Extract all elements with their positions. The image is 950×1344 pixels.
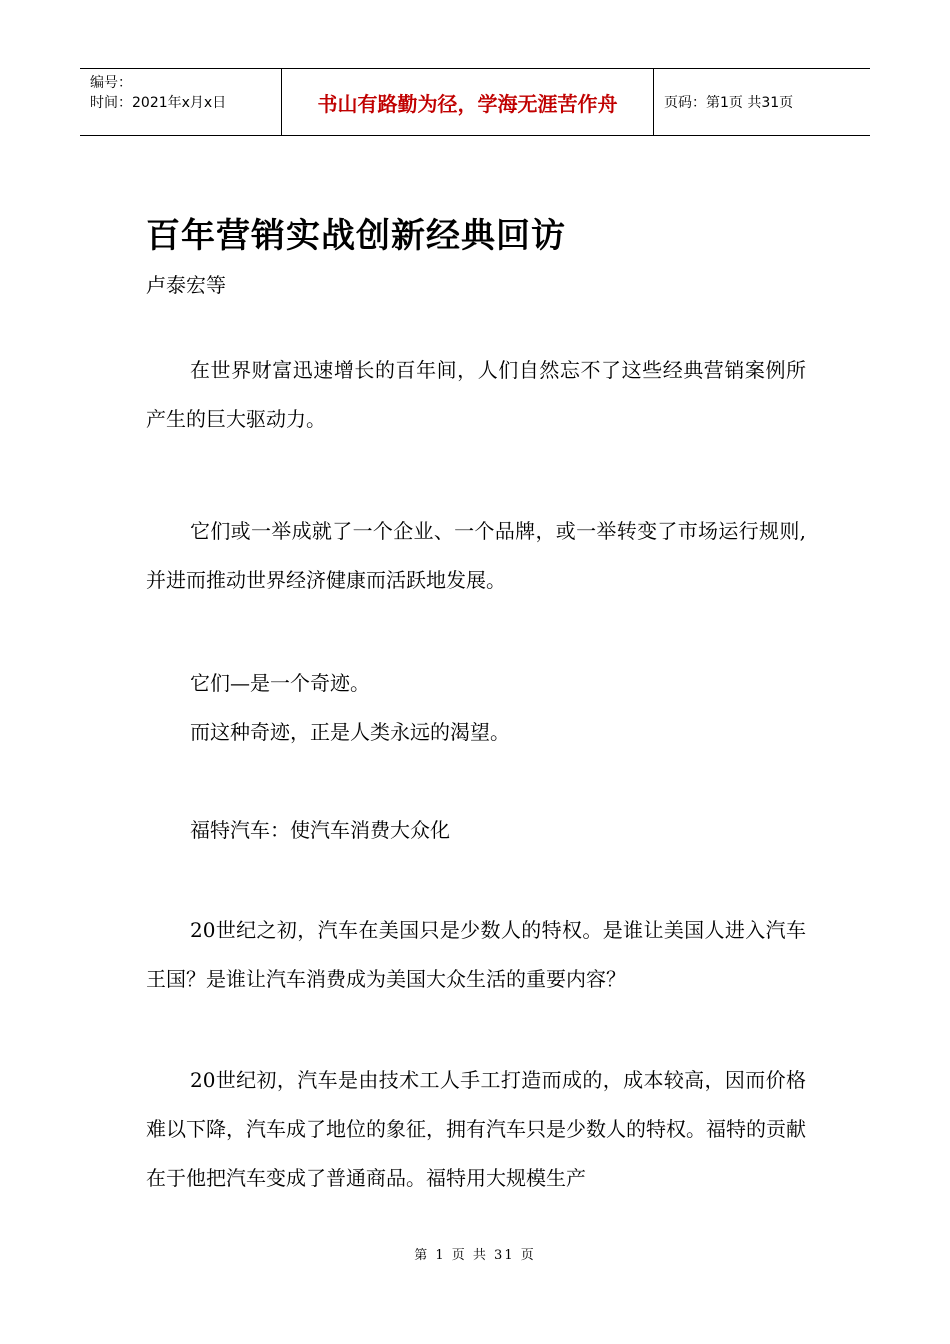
document-date-label: 时间：2021年x月x日 <box>90 95 227 111</box>
header-meta-cell <box>80 69 282 135</box>
header-page-info: 页码：第1页 共31页 <box>664 95 794 111</box>
paragraph: 20世纪初，汽车是由技术工人手工打造而成的，成本较高，因而价格难以下降，汽车成了地位的象征，拥有汽车只是少数人的特权。福特的贡献在于他把汽车变成了普通商品。福特用大规模生产 <box>146 1068 806 1190</box>
document-number-label: 编号： <box>90 75 132 91</box>
document-header <box>80 68 870 136</box>
paragraph: 20世纪之初，汽车在美国只是少数人的特权。是谁让美国人进入汽车王国？是谁让汽车消费成为美国大众生活的重要内容？ <box>146 918 806 991</box>
header-motto: 书山有路勤为径，学海无涯苦作舟 <box>282 69 654 135</box>
document-author: 卢泰宏等 <box>146 273 226 297</box>
paragraph: 而这种奇迹，正是人类永远的渴望。 <box>190 720 510 744</box>
page-footer: 第 1 页 共 31 页 <box>414 1248 536 1263</box>
paragraph: 它们—是一个奇迹。 <box>190 671 370 695</box>
paragraph: 在世界财富迅速增长的百年间，人们自然忘不了这些经典营销案例所产生的巨大驱动力。 <box>146 358 806 431</box>
document-title: 百年营销实战创新经典回访 <box>146 216 566 256</box>
paragraph: 它们或一举成就了一个企业、一个品牌，或一举转变了市场运行规则,并进而推动世界经济健康而活跃地发展。 <box>146 519 806 592</box>
section-heading: 福特汽车：使汽车消费大众化 <box>190 818 450 842</box>
